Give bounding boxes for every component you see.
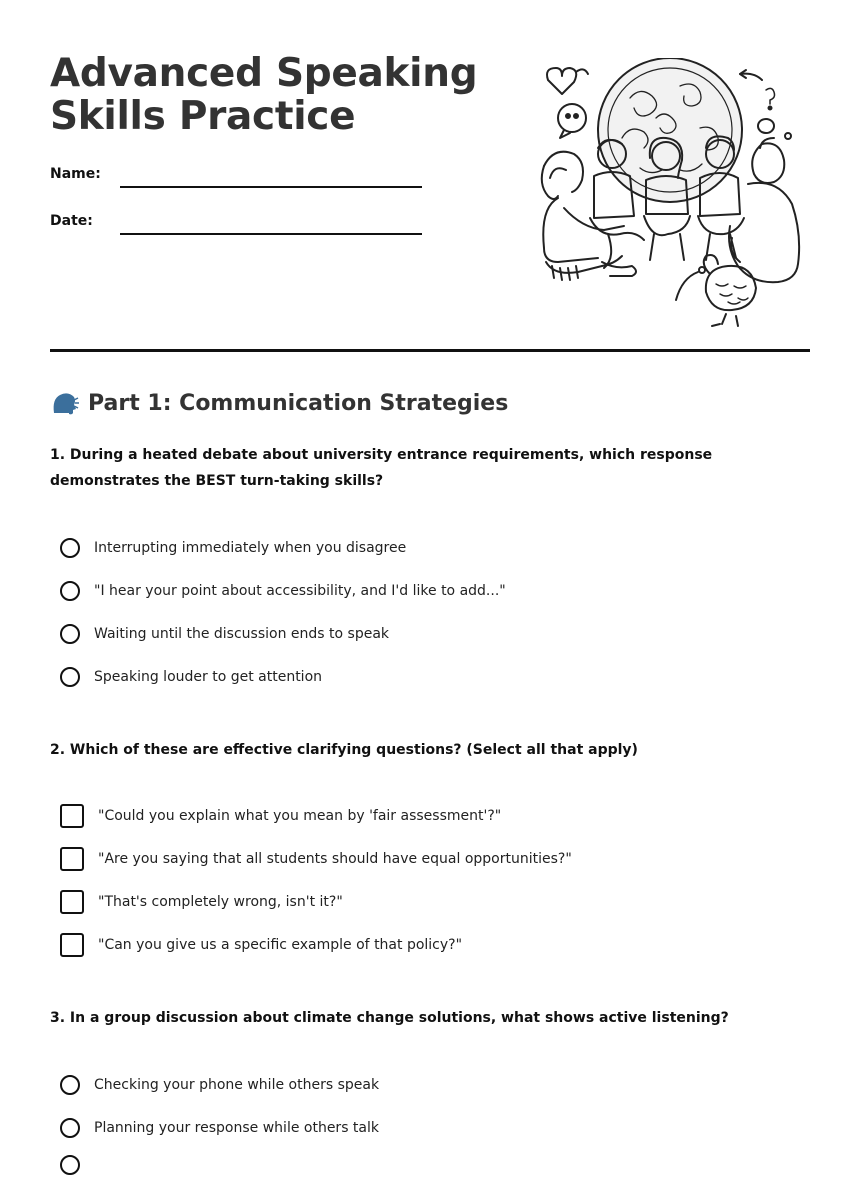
- option-label: "I hear your point about accessibility, and I'd like to add...": [94, 583, 506, 599]
- title-line-2: Skills Practice: [50, 94, 356, 139]
- option-label: "That's completely wrong, isn't it?": [98, 894, 343, 910]
- option-label: Checking your phone while others speak: [94, 1077, 380, 1093]
- section-title-text: Part 1: Communication Strategies: [88, 391, 509, 416]
- radio-button[interactable]: [60, 1118, 80, 1138]
- question-3-option-3-partial[interactable]: [60, 1152, 80, 1178]
- question-1-text: 1. During a heated debate about university entrance requirements, which response demonstrates the BEST turn-taking skills?: [50, 447, 713, 489]
- question-2-text: 2. Which of these are effective clarifying questions? (Select all that apply): [50, 742, 638, 758]
- question-1-option-2[interactable]: [60, 578, 506, 604]
- checkbox[interactable]: [60, 890, 84, 914]
- date-label: Date:: [50, 213, 93, 229]
- option-label: "Can you give us a specific example of that policy?": [98, 937, 463, 953]
- question-1-option-4[interactable]: [60, 664, 322, 690]
- question-2-option-1[interactable]: [60, 803, 501, 829]
- question-3-option-2[interactable]: [60, 1115, 379, 1141]
- radio-button[interactable]: [60, 581, 80, 601]
- checkbox[interactable]: [60, 933, 84, 957]
- question-3-option-1[interactable]: [60, 1072, 379, 1098]
- checkbox[interactable]: [60, 804, 84, 828]
- header-divider: [50, 349, 810, 352]
- option-label: Interrupting immediately when you disagree: [94, 540, 407, 556]
- radio-button[interactable]: [60, 624, 80, 644]
- name-input-line[interactable]: [120, 186, 422, 188]
- radio-button[interactable]: [60, 538, 80, 558]
- option-label: Speaking louder to get attention: [94, 669, 323, 685]
- speaking-head-icon: [50, 391, 80, 417]
- name-field: [50, 166, 422, 188]
- section-title: [50, 390, 508, 418]
- date-input-line[interactable]: [120, 233, 422, 235]
- question-3-text: 3. In a group discussion about climate change solutions, what shows active listening?: [50, 1010, 729, 1026]
- question-2-option-3[interactable]: [60, 889, 343, 915]
- date-field: [50, 213, 422, 235]
- option-label: "Could you explain what you mean by 'fair assessment'?": [98, 808, 502, 824]
- name-label: Name:: [50, 166, 101, 182]
- title-line-1: Advanced Speaking: [50, 51, 478, 96]
- radio-button[interactable]: [60, 667, 80, 687]
- question-1-option-1[interactable]: [60, 535, 406, 561]
- radio-button[interactable]: [60, 1155, 80, 1175]
- worksheet-title: [50, 52, 477, 138]
- question-2-option-4[interactable]: [60, 932, 462, 958]
- students-discussion-illustration: [530, 58, 810, 330]
- question-1-option-3[interactable]: [60, 621, 389, 647]
- radio-button[interactable]: [60, 1075, 80, 1095]
- option-label: "Are you saying that all students should have equal opportunities?": [98, 851, 572, 867]
- option-label: Planning your response while others talk: [94, 1120, 379, 1136]
- option-label: Waiting until the discussion ends to speak: [94, 626, 390, 642]
- question-2-option-2[interactable]: [60, 846, 572, 872]
- checkbox[interactable]: [60, 847, 84, 871]
